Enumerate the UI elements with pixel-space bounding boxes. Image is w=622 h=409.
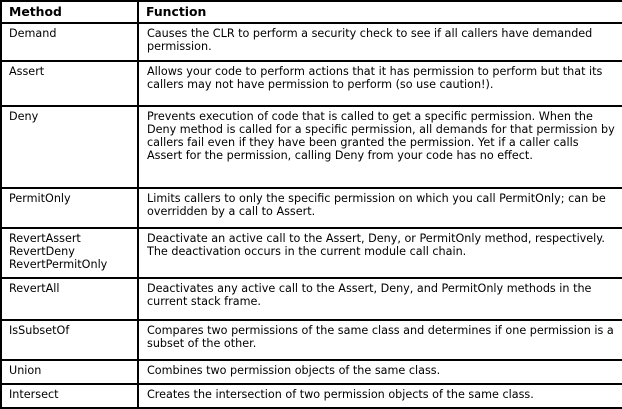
function-cell: Limits callers to only the specific permission on which you call PermitOnly; can be overridden by a call to Assert. [138, 188, 622, 228]
table-row [1, 106, 622, 188]
method-name: Union [9, 364, 42, 377]
method-cell [1, 23, 138, 61]
method-cell [1, 228, 138, 278]
method-name: RevertPermitOnly [9, 258, 108, 271]
function-cell: Prevents execution of code that is called to get a specific permission. When the Deny method is called for a specific permission, all demands for that permission by callers fail even if they have been granted the permission. Yet if a caller calls Assert for the permission, calling Deny from your code has no effect. [138, 106, 622, 188]
function-cell: Allows your code to perform actions that it has permission to perform but that its callers may not have permission to perform (so use caution!). [138, 61, 622, 106]
method-name: RevertAssert [9, 232, 81, 245]
method-cell [1, 384, 138, 408]
table-row [1, 278, 622, 320]
method-cell [1, 61, 138, 106]
table-row [1, 188, 622, 228]
method-name: PermitOnly [9, 192, 71, 205]
table-row [1, 320, 622, 360]
function-cell: Deactivate an active call to the Assert, Deny, or PermitOnly method, respectively. The deactivation occurs in the current module call chain. [138, 228, 622, 278]
function-cell: Combines two permission objects of the same class. [138, 360, 622, 384]
function-cell: Creates the intersection of two permission objects of the same class. [138, 384, 622, 408]
method-name: RevertAll [9, 282, 60, 295]
column-header-function: Function [138, 1, 622, 23]
table-row [1, 360, 622, 384]
table-row [1, 61, 622, 106]
method-name: Intersect [9, 388, 59, 401]
method-name: IsSubsetOf [9, 324, 70, 337]
method-name: RevertDeny [9, 245, 75, 258]
table-row [1, 228, 622, 278]
table-row [1, 384, 622, 408]
method-name: Demand [9, 27, 57, 40]
method-name: Assert [9, 65, 45, 78]
method-cell [1, 278, 138, 320]
method-cell [1, 188, 138, 228]
header-row [1, 1, 622, 23]
method-cell [1, 320, 138, 360]
method-cell [1, 106, 138, 188]
function-cell: Deactivates any active call to the Assert, Deny, and PermitOnly methods in the current stack frame. [138, 278, 622, 320]
function-cell: Causes the CLR to perform a security check to see if all callers have demanded permission. [138, 23, 622, 61]
table-row [1, 23, 622, 61]
method-name: Deny [9, 110, 39, 123]
column-header-method: Method [1, 1, 138, 23]
function-cell: Compares two permissions of the same class and determines if one permission is a subset of the other. [138, 320, 622, 360]
method-cell [1, 360, 138, 384]
